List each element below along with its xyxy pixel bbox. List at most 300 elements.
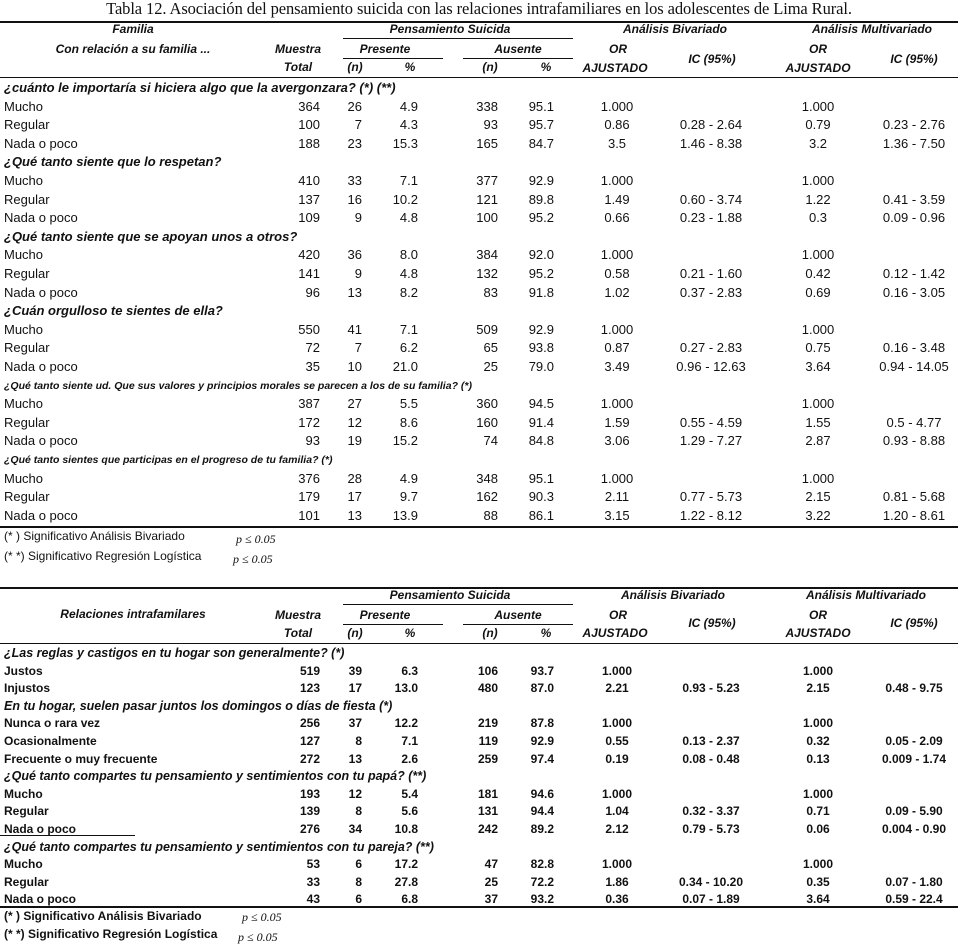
- cell-n1: 10: [347, 359, 362, 374]
- row-label: Nada o poco: [4, 210, 78, 226]
- question-row: [0, 644, 958, 663]
- cell-p1: 9.7: [399, 489, 418, 505]
- cell-p2: 92.9: [530, 734, 554, 748]
- cell-n2: 162: [476, 489, 498, 505]
- cell-ic1: 0.55 - 4.59: [679, 414, 743, 430]
- cell-total: 33: [306, 874, 320, 889]
- header-pct-ausente: %: [540, 626, 552, 640]
- table-row: [0, 873, 958, 892]
- header-or-2: OR: [809, 42, 827, 56]
- cell-or2: 0.69: [805, 284, 831, 300]
- cell-n2: 377: [476, 173, 498, 188]
- cell-p1: 15.3: [392, 135, 418, 151]
- cell-or2: 2.87: [805, 433, 831, 449]
- cell-ic1: 1.29 - 7.27: [679, 433, 743, 449]
- cell-or2: 3.64: [806, 892, 830, 907]
- question-row: [0, 153, 958, 172]
- cell-n1: 16: [347, 191, 362, 207]
- cell-ic2: 0.93 - 8.88: [882, 433, 946, 449]
- row-label: Nunca o rara vez: [4, 716, 101, 731]
- cell-or1: 2.11: [604, 489, 630, 505]
- question-label: ¿Las reglas y castigos en tu hogar son generalmente? (*): [4, 646, 345, 660]
- cell-n2: 348: [476, 470, 498, 486]
- cell-n1: 6: [355, 892, 362, 907]
- cell-or2: 1.000: [802, 663, 834, 678]
- row-label: Mucho: [4, 98, 44, 114]
- cell-n2: 93: [483, 117, 498, 133]
- cell-ic1: 0.27 - 2.83: [679, 340, 743, 356]
- cell-n1: 13: [348, 751, 362, 766]
- cell-p1: 21.0: [392, 359, 418, 374]
- cell-n2: 25: [484, 874, 498, 889]
- note-regresion: (* *) Significativo Regresión Logística: [4, 549, 202, 563]
- cell-n1: 33: [347, 173, 362, 188]
- table-row: [0, 321, 958, 340]
- cell-p2: 89.2: [530, 822, 554, 836]
- cell-ic1: 0.96 - 12.63: [676, 359, 746, 374]
- cell-or1: 1.000: [600, 396, 634, 412]
- cell-or2: 0.13: [806, 751, 830, 766]
- table-2: [0, 584, 958, 944]
- cell-or1: 1.000: [600, 321, 634, 337]
- cell-or2: 1.000: [801, 173, 835, 188]
- cell-p2: 84.7: [528, 135, 554, 151]
- row-label: Nada o poco: [4, 822, 77, 836]
- cell-n2: 384: [476, 247, 498, 263]
- cell-p1: 4.9: [399, 470, 418, 486]
- row-label: Regular: [4, 340, 50, 356]
- table-row: [0, 339, 958, 358]
- note-p-value: p ≤ 0.05: [242, 910, 282, 924]
- cell-or1: 2.12: [605, 822, 629, 836]
- cell-ic2: 0.41 - 3.59: [882, 191, 946, 207]
- row-label: Mucho: [4, 321, 44, 337]
- cell-or1: 0.58: [604, 266, 630, 281]
- cell-p2: 95.1: [528, 470, 554, 486]
- cell-ic2: 0.004 - 0.90: [881, 822, 947, 836]
- cell-p1: 27.8: [394, 874, 418, 889]
- table-row: [0, 855, 958, 874]
- cell-total: 519: [299, 663, 320, 678]
- header-pensamiento-suicida: Pensamiento Suicida: [389, 22, 511, 36]
- header-n-presente: (n): [347, 60, 363, 74]
- table-row: [0, 395, 958, 414]
- question-label: ¿Qué tanto compartes tu pensamiento y sentimientos con tu papá? (**): [4, 769, 427, 784]
- cell-or2: 1.000: [801, 98, 835, 114]
- header-ic-2: IC (95%): [890, 52, 938, 66]
- table-row: [0, 785, 958, 804]
- cell-n1: 8: [355, 874, 362, 889]
- cell-p2: 91.8: [528, 284, 554, 300]
- cell-ic2: 0.009 - 1.74: [881, 751, 947, 766]
- cell-n1: 17: [348, 681, 362, 696]
- question-label: ¿Qué tanto siente que se apoyan unos a otros?: [4, 228, 298, 244]
- cell-or2: 1.000: [801, 321, 835, 337]
- cell-total: 72: [305, 340, 320, 356]
- cell-or2: 1.000: [801, 396, 835, 412]
- cell-p2: 91.4: [528, 414, 554, 430]
- cell-n2: 219: [477, 716, 498, 731]
- cell-ic1: 0.21 - 1.60: [679, 266, 743, 281]
- header-ic-2: IC (95%): [890, 616, 938, 630]
- row-label: Nada o poco: [4, 135, 78, 151]
- question-label: ¿Qué tanto sientes que participas en el progreso de tu familia? (*): [4, 454, 333, 466]
- cell-n2: 100: [476, 210, 498, 226]
- header-ic-1: IC (95%): [688, 52, 736, 66]
- cell-n2: 360: [476, 396, 498, 412]
- question-row: [0, 451, 958, 470]
- cell-n1: 8: [355, 734, 362, 748]
- cell-p1: 6.8: [401, 892, 418, 907]
- cell-total: 256: [299, 716, 320, 731]
- cell-or2: 1.55: [805, 414, 831, 430]
- cell-p2: 94.6: [530, 786, 554, 801]
- header-familia: Familia: [112, 22, 154, 36]
- cell-ic1: 0.60 - 3.74: [679, 191, 743, 207]
- header-total: Total: [283, 626, 313, 640]
- cell-p1: 13.9: [392, 507, 418, 523]
- header-pct-ausente: %: [540, 60, 552, 74]
- cell-or1: 1.000: [601, 786, 633, 801]
- question-row: [0, 838, 958, 857]
- cell-total: 420: [298, 247, 320, 263]
- question-row: [0, 302, 958, 321]
- cell-n1: 23: [347, 135, 362, 151]
- header-muestra: Muestra: [274, 608, 322, 622]
- cell-ic2: 0.12 - 1.42: [882, 266, 946, 281]
- cell-n1: 6: [355, 857, 362, 872]
- header-pensamiento-suicida: Pensamiento Suicida: [389, 588, 511, 602]
- cell-n2: 37: [484, 892, 498, 907]
- cell-p2: 86.1: [528, 507, 554, 523]
- cell-total: 193: [299, 786, 320, 801]
- cell-total: 272: [299, 751, 320, 766]
- cell-or1: 0.55: [605, 734, 629, 748]
- cell-p2: 95.1: [528, 98, 554, 114]
- cell-n2: 480: [477, 681, 498, 696]
- cell-ic1: 0.08 - 0.48: [682, 751, 740, 766]
- cell-n1: 7: [354, 340, 362, 356]
- header-or-2: OR: [809, 608, 827, 622]
- cell-n2: 181: [477, 786, 498, 801]
- cell-total: 410: [298, 173, 320, 188]
- cell-n2: 242: [477, 822, 498, 836]
- cell-n1: 12: [348, 786, 362, 801]
- cell-or1: 3.06: [604, 433, 630, 449]
- cell-p1: 4.9: [399, 98, 418, 114]
- cell-p2: 89.8: [528, 191, 554, 207]
- question-row: [0, 377, 958, 396]
- cell-total: 387: [298, 396, 320, 412]
- cell-n1: 7: [354, 117, 362, 133]
- table-row: [0, 679, 958, 698]
- table-row: [0, 246, 958, 265]
- cell-n1: 13: [347, 507, 362, 523]
- cell-or1: 1.000: [601, 663, 633, 678]
- cell-p1: 5.4: [401, 786, 418, 801]
- cell-or1: 1.000: [600, 173, 634, 188]
- cell-or2: 1.000: [801, 247, 835, 263]
- row-label: Regular: [4, 874, 49, 889]
- header-n-presente: (n): [347, 626, 363, 640]
- cell-p1: 5.6: [401, 804, 418, 819]
- cell-or1: 1.000: [601, 857, 633, 872]
- cell-p2: 92.9: [528, 173, 554, 188]
- cell-ic1: 0.28 - 2.64: [679, 117, 743, 133]
- cell-ic2: 0.09 - 0.96: [882, 210, 946, 226]
- header-analisis-multivariado: Análisis Multivariado: [805, 588, 927, 602]
- table-row: [0, 488, 958, 507]
- cell-ic2: 0.07 - 1.80: [885, 874, 943, 889]
- cell-n1: 12: [347, 414, 362, 430]
- cell-p1: 8.6: [399, 414, 418, 430]
- cell-p2: 93.2: [530, 892, 554, 907]
- cell-p2: 90.3: [528, 489, 554, 505]
- table-row: [0, 209, 958, 228]
- cell-or1: 0.86: [604, 117, 630, 133]
- cell-or1: 0.87: [604, 340, 630, 356]
- cell-or1: 3.15: [604, 507, 630, 523]
- header-or-1: OR: [609, 608, 627, 622]
- cell-or2: 3.2: [808, 135, 828, 151]
- table-row: [0, 284, 958, 303]
- cell-ic1: 0.23 - 1.88: [679, 210, 743, 226]
- cell-total: 550: [298, 321, 320, 337]
- cell-total: 364: [298, 98, 320, 114]
- cell-total: 179: [298, 489, 320, 505]
- cell-or2: 0.06: [806, 822, 830, 836]
- row-label: Injustos: [4, 681, 51, 696]
- header-ajustado-2: AJUSTADO: [785, 61, 851, 75]
- cell-n1: 39: [348, 663, 362, 678]
- cell-n1: 9: [354, 266, 362, 281]
- question-label: ¿Cuán orgulloso te sientes de ella?: [4, 303, 223, 319]
- header-presente: Presente: [359, 42, 411, 56]
- cell-p1: 5.5: [399, 396, 418, 412]
- cell-or1: 3.49: [604, 359, 630, 374]
- cell-n1: 9: [354, 210, 362, 226]
- cell-p2: 92.9: [528, 321, 554, 337]
- cell-ic2: 1.36 - 7.50: [882, 135, 946, 151]
- cell-ic1: 0.32 - 3.37: [682, 804, 740, 819]
- cell-p1: 10.8: [394, 822, 418, 836]
- cell-or2: 0.3: [808, 210, 828, 226]
- cell-p1: 10.2: [392, 191, 418, 207]
- cell-p1: 7.1: [401, 734, 418, 748]
- cell-or2: 0.71: [806, 804, 830, 819]
- row-label: Regular: [4, 804, 49, 819]
- cell-ic2: 0.05 - 2.09: [885, 734, 943, 748]
- cell-total: 123: [299, 681, 320, 696]
- cell-ic2: 1.20 - 8.61: [882, 507, 946, 523]
- cell-or2: 2.15: [805, 489, 831, 505]
- cell-total: 139: [299, 804, 320, 819]
- cell-p2: 97.4: [530, 751, 554, 766]
- cell-p2: 82.8: [530, 857, 554, 872]
- cell-p1: 12.2: [394, 716, 418, 731]
- row-label: Nada o poco: [4, 507, 78, 523]
- question-label: ¿Qué tanto siente que lo respetan?: [4, 154, 222, 170]
- header-ajustado-1: AJUSTADO: [582, 626, 648, 640]
- cell-n2: 338: [476, 98, 498, 114]
- cell-p2: 92.0: [528, 247, 554, 263]
- cell-or1: 3.5: [607, 135, 627, 151]
- question-row: [0, 228, 958, 247]
- cell-p2: 93.8: [528, 340, 554, 356]
- cell-n2: 259: [477, 751, 498, 766]
- cell-ic2: 0.5 - 4.77: [886, 414, 942, 430]
- table-row: [0, 358, 958, 377]
- cell-ic1: 0.34 - 10.20: [678, 874, 744, 889]
- cell-n2: 88: [483, 507, 498, 523]
- row-label: Justos: [4, 663, 43, 678]
- table-row: [0, 191, 958, 210]
- cell-p1: 13.0: [394, 681, 418, 696]
- question-label: ¿cuánto le importaría si hiciera algo que la avergonzara? (*) (**): [4, 80, 396, 95]
- cell-or1: 1.000: [600, 247, 634, 263]
- cell-p1: 6.2: [399, 340, 418, 356]
- cell-total: 109: [298, 210, 320, 226]
- header-pct-presente: %: [404, 626, 416, 640]
- table-row: [0, 662, 958, 681]
- cell-total: 127: [299, 734, 320, 748]
- row-label: Mucho: [4, 173, 44, 188]
- cell-ic2: 0.23 - 2.76: [882, 117, 946, 133]
- header-or-1: OR: [609, 42, 627, 56]
- cell-or1: 1.000: [600, 470, 634, 486]
- cell-total: 43: [306, 892, 320, 907]
- cell-total: 35: [305, 359, 320, 374]
- table-row: [0, 820, 958, 839]
- table-row: [0, 98, 958, 117]
- question-label: ¿Qué tanto compartes tu pensamiento y sentimientos con tu pareja? (**): [4, 839, 434, 854]
- cell-n1: 13: [347, 284, 362, 300]
- cell-ic2: 0.48 - 9.75: [885, 681, 943, 696]
- table-row: [0, 714, 958, 733]
- cell-n1: 17: [347, 489, 362, 505]
- cell-or1: 1.04: [605, 804, 629, 819]
- cell-or1: 2.21: [605, 681, 629, 696]
- cell-n1: 41: [347, 321, 362, 337]
- question-row: [0, 79, 958, 98]
- header-ajustado-1: AJUSTADO: [582, 61, 648, 75]
- cell-or2: 1.000: [801, 470, 835, 486]
- cell-p1: 6.3: [401, 663, 418, 678]
- cell-total: 53: [306, 857, 320, 872]
- table-row: [0, 470, 958, 489]
- cell-total: 141: [298, 266, 320, 281]
- table-row: [0, 802, 958, 821]
- cell-total: 376: [298, 470, 320, 486]
- cell-p1: 17.2: [394, 857, 418, 872]
- cell-n1: 27: [347, 396, 362, 412]
- cell-total: 96: [305, 284, 320, 300]
- table-row: [0, 732, 958, 751]
- cell-or2: 1.000: [802, 716, 834, 731]
- note-bivariado: (* ) Significativo Análisis Bivariado: [4, 529, 185, 543]
- cell-p2: 84.8: [528, 433, 554, 449]
- row-label: Mucho: [4, 786, 43, 801]
- cell-p2: 87.8: [530, 716, 554, 731]
- cell-n1: 8: [355, 804, 362, 819]
- cell-or1: 1.86: [605, 874, 629, 889]
- cell-or2: 1.22: [805, 191, 831, 207]
- row-label: Regular: [4, 191, 50, 207]
- question-row: [0, 697, 958, 716]
- cell-n1: 26: [347, 98, 362, 114]
- row-label: Nada o poco: [4, 433, 78, 449]
- row-label: Nada o poco: [4, 892, 77, 907]
- table-row: [0, 414, 958, 433]
- cell-p1: 7.1: [399, 173, 418, 188]
- cell-p2: 94.4: [530, 804, 554, 819]
- cell-p2: 87.0: [530, 681, 554, 696]
- table-row: [0, 116, 958, 135]
- cell-ic2: 0.16 - 3.05: [882, 284, 946, 300]
- table-row: [0, 172, 958, 191]
- row-label: Mucho: [4, 857, 43, 872]
- cell-total: 137: [298, 191, 320, 207]
- cell-p1: 8.0: [399, 247, 418, 263]
- cell-or2: 0.35: [806, 874, 830, 889]
- header-con-relacion: Con relación a su familia ...: [55, 42, 211, 56]
- cell-or2: 1.000: [802, 786, 834, 801]
- question-label: En tu hogar, suelen pasar juntos los domingos o días de fiesta (*): [4, 698, 393, 713]
- cell-ic1: 0.13 - 2.37: [682, 734, 740, 748]
- cell-or2: 3.22: [805, 507, 831, 523]
- cell-ic2: 0.94 - 14.05: [879, 359, 949, 374]
- note-p-value: p ≤ 0.05: [233, 552, 273, 566]
- cell-ic2: 0.09 - 5.90: [885, 804, 943, 819]
- cell-or2: 2.15: [806, 681, 830, 696]
- cell-total: 276: [299, 822, 320, 836]
- header-ausente: Ausente: [494, 608, 542, 622]
- cell-ic1: 0.37 - 2.83: [679, 284, 743, 300]
- cell-n2: 65: [483, 340, 498, 356]
- cell-ic1: 0.77 - 5.73: [679, 489, 743, 505]
- cell-n1: 36: [347, 247, 362, 263]
- cell-or1: 1.59: [604, 414, 630, 430]
- row-label: Mucho: [4, 396, 44, 412]
- cell-ic2: 0.59 - 22.4: [885, 892, 943, 907]
- header-analisis-multivariado: Análisis Multivariado: [811, 22, 933, 36]
- cell-total: 101: [298, 507, 320, 523]
- cell-n2: 47: [484, 857, 498, 872]
- cell-or1: 1.000: [600, 98, 634, 114]
- cell-p1: 8.2: [399, 284, 418, 300]
- cell-total: 100: [298, 117, 320, 133]
- table-row: [0, 432, 958, 451]
- cell-p2: 93.7: [530, 663, 554, 678]
- note-p-value: p ≤ 0.05: [238, 930, 278, 944]
- table-title: Tabla 12. Asociación del pensamiento suicida con las relaciones intrafamiliares en los adolescentes de Lima Rural.: [106, 0, 852, 18]
- cell-n2: 509: [476, 321, 498, 337]
- row-label: Regular: [4, 489, 50, 505]
- cell-or1: 0.19: [605, 751, 629, 766]
- row-label: Mucho: [4, 470, 44, 486]
- table-row: [0, 750, 958, 769]
- cell-total: 93: [305, 433, 320, 449]
- cell-ic2: 0.16 - 3.48: [882, 340, 946, 356]
- cell-or2: 1.000: [802, 857, 834, 872]
- cell-ic1: 0.93 - 5.23: [682, 681, 740, 696]
- cell-n2: 25: [483, 359, 498, 374]
- header-ausente: Ausente: [494, 42, 542, 56]
- note-p-value: p ≤ 0.05: [236, 532, 276, 546]
- cell-or2: 3.64: [805, 359, 831, 374]
- cell-or2: 0.79: [805, 117, 831, 133]
- cell-p1: 15.2: [392, 433, 418, 449]
